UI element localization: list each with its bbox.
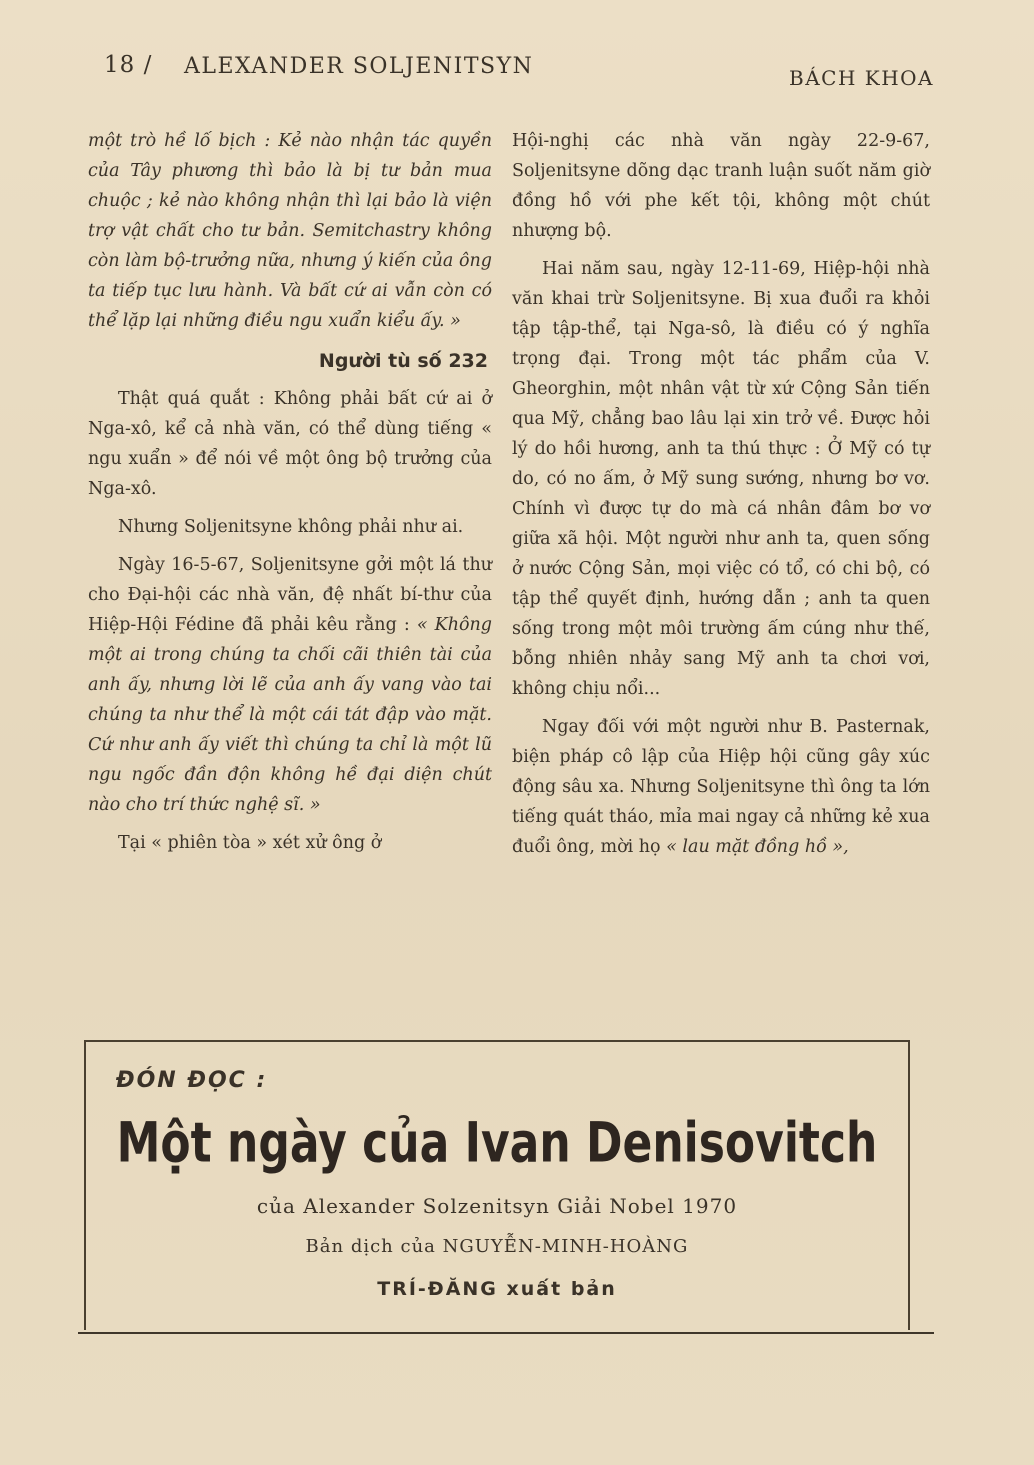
advertisement-box [84,1040,910,1330]
quoted-text: « Không một ai trong chúng ta chối cãi thiên tài của anh ấy, nhưng lời lẽ của anh ấy vang vào tai chúng ta như thể là một cái tát đập vào mặt. Cứ như anh ấy viết thì chúng ta chỉ là một lũ ngu ngốc đần độn không hề đại diện chút nào cho trí thức nghệ sĩ. » [88,615,493,815]
left-column [88,126,492,858]
quote-continuation: một trò hề lố bịch : Kẻ nào nhận tác quyền của Tây phương thì bảo là bị tư bản mua chuộc ; kẻ nào không nhận thì lại bảo là viện trợ vật chất cho tư bản. Semitchastry không còn làm bộ-trưởng nữa, nhưng ý kiến của ông ta tiếp tục lưu hành. Và bất cứ ai vẫn còn có thể lặp lại những điều ngu xuẩn kiểu ấy. » [88,131,492,331]
ad-publisher-line: TRÍ-ĐĂNG xuất bản [377,1278,617,1300]
ad-book-title: Một ngày của Ivan Denisovitch [116,1111,878,1176]
divider [78,1332,934,1334]
paragraph-text: Ngay đối với một người như B. Pasternak, biện pháp cô lập của Hiệp hội cũng gây xúc động sâu xa. Nhưng Soljenitsyne thì ông ta lớn tiếng quát tháo, mỉa mai ngay cả những kẻ xua đuổi ông, mời họ [512,717,930,857]
magazine-name: BÁCH KHOA [789,66,934,90]
paragraph: Nhưng Soljenitsyne không phải như ai. [118,517,464,537]
quoted-text: « lau mặt đồng hồ », [666,837,849,857]
section-title: Người tù số 232 [318,350,488,372]
paragraph [512,712,930,862]
paragraph-text: Ngày 16-5-67, Soljenitsyne gởi một lá thư cho Đại-hội các nhà văn, đệ nhất bí-thư của Hiệp-Hội Fédine đã phải kêu rằng : [88,555,492,635]
ad-author-line: của Alexander Solzenitsyn Giải Nobel 1970 [256,1194,738,1218]
paragraph [88,550,492,820]
ad-translator-line: Bản dịch của NGUYỄN-MINH-HOÀNG [305,1236,689,1257]
paragraph: Tại « phiên tòa » xét xử ông ở [118,833,382,853]
page-number: 18 / [104,52,153,78]
paragraph: Thật quá quắt : Không phải bất cứ ai ở Nga-xô, kể cả nhà văn, có thể dùng tiếng « ngu xuẩn » để nói về một ông bộ trưởng của Nga-xô. [88,389,492,499]
page-header [104,52,934,102]
right-column [512,126,930,862]
running-author: ALEXANDER SOLJENITSYN [184,54,534,79]
ad-label: ĐÓN ĐỌC : [116,1068,268,1093]
paragraph: Hai năm sau, ngày 12-11-69, Hiệp-hội nhà văn khai trừ Soljenitsyne. Bị xua đuổi ra khỏi tập tập-thể, tại Nga-sô, là điều có ý nghĩa trọng đại. Trong một tác phẩm của V. Gheorghin, một nhân vật từ xứ Cộng Sản tiến qua Mỹ, chẳng bao lâu lại xin trở về. Được hỏi lý do hồi hương, anh ta thú thực : Ở Mỹ có tự do, có no ấm, ở Mỹ sung sướng, nhưng bơ vơ. Chính vì được tự do mà cá nhân đâm bơ vơ giữa xã hội. Một người như anh ta, quen sống ở nước Cộng Sản, mọi việc có tổ, có chi bộ, có tập thể quyết định, hướng dẫn ; anh ta quen sống trong một môi trường ấm cúng như thế, bỗng nhiên nhảy sang Mỹ anh ta chơi vơi, không chịu nổi... [512,259,930,699]
paragraph: Hội-nghị các nhà văn ngày 22-9-67, Soljenitsyne dõng dạc tranh luận suốt năm giờ đồng hồ với phe kết tội, không một chút nhượng bộ. [512,131,930,241]
